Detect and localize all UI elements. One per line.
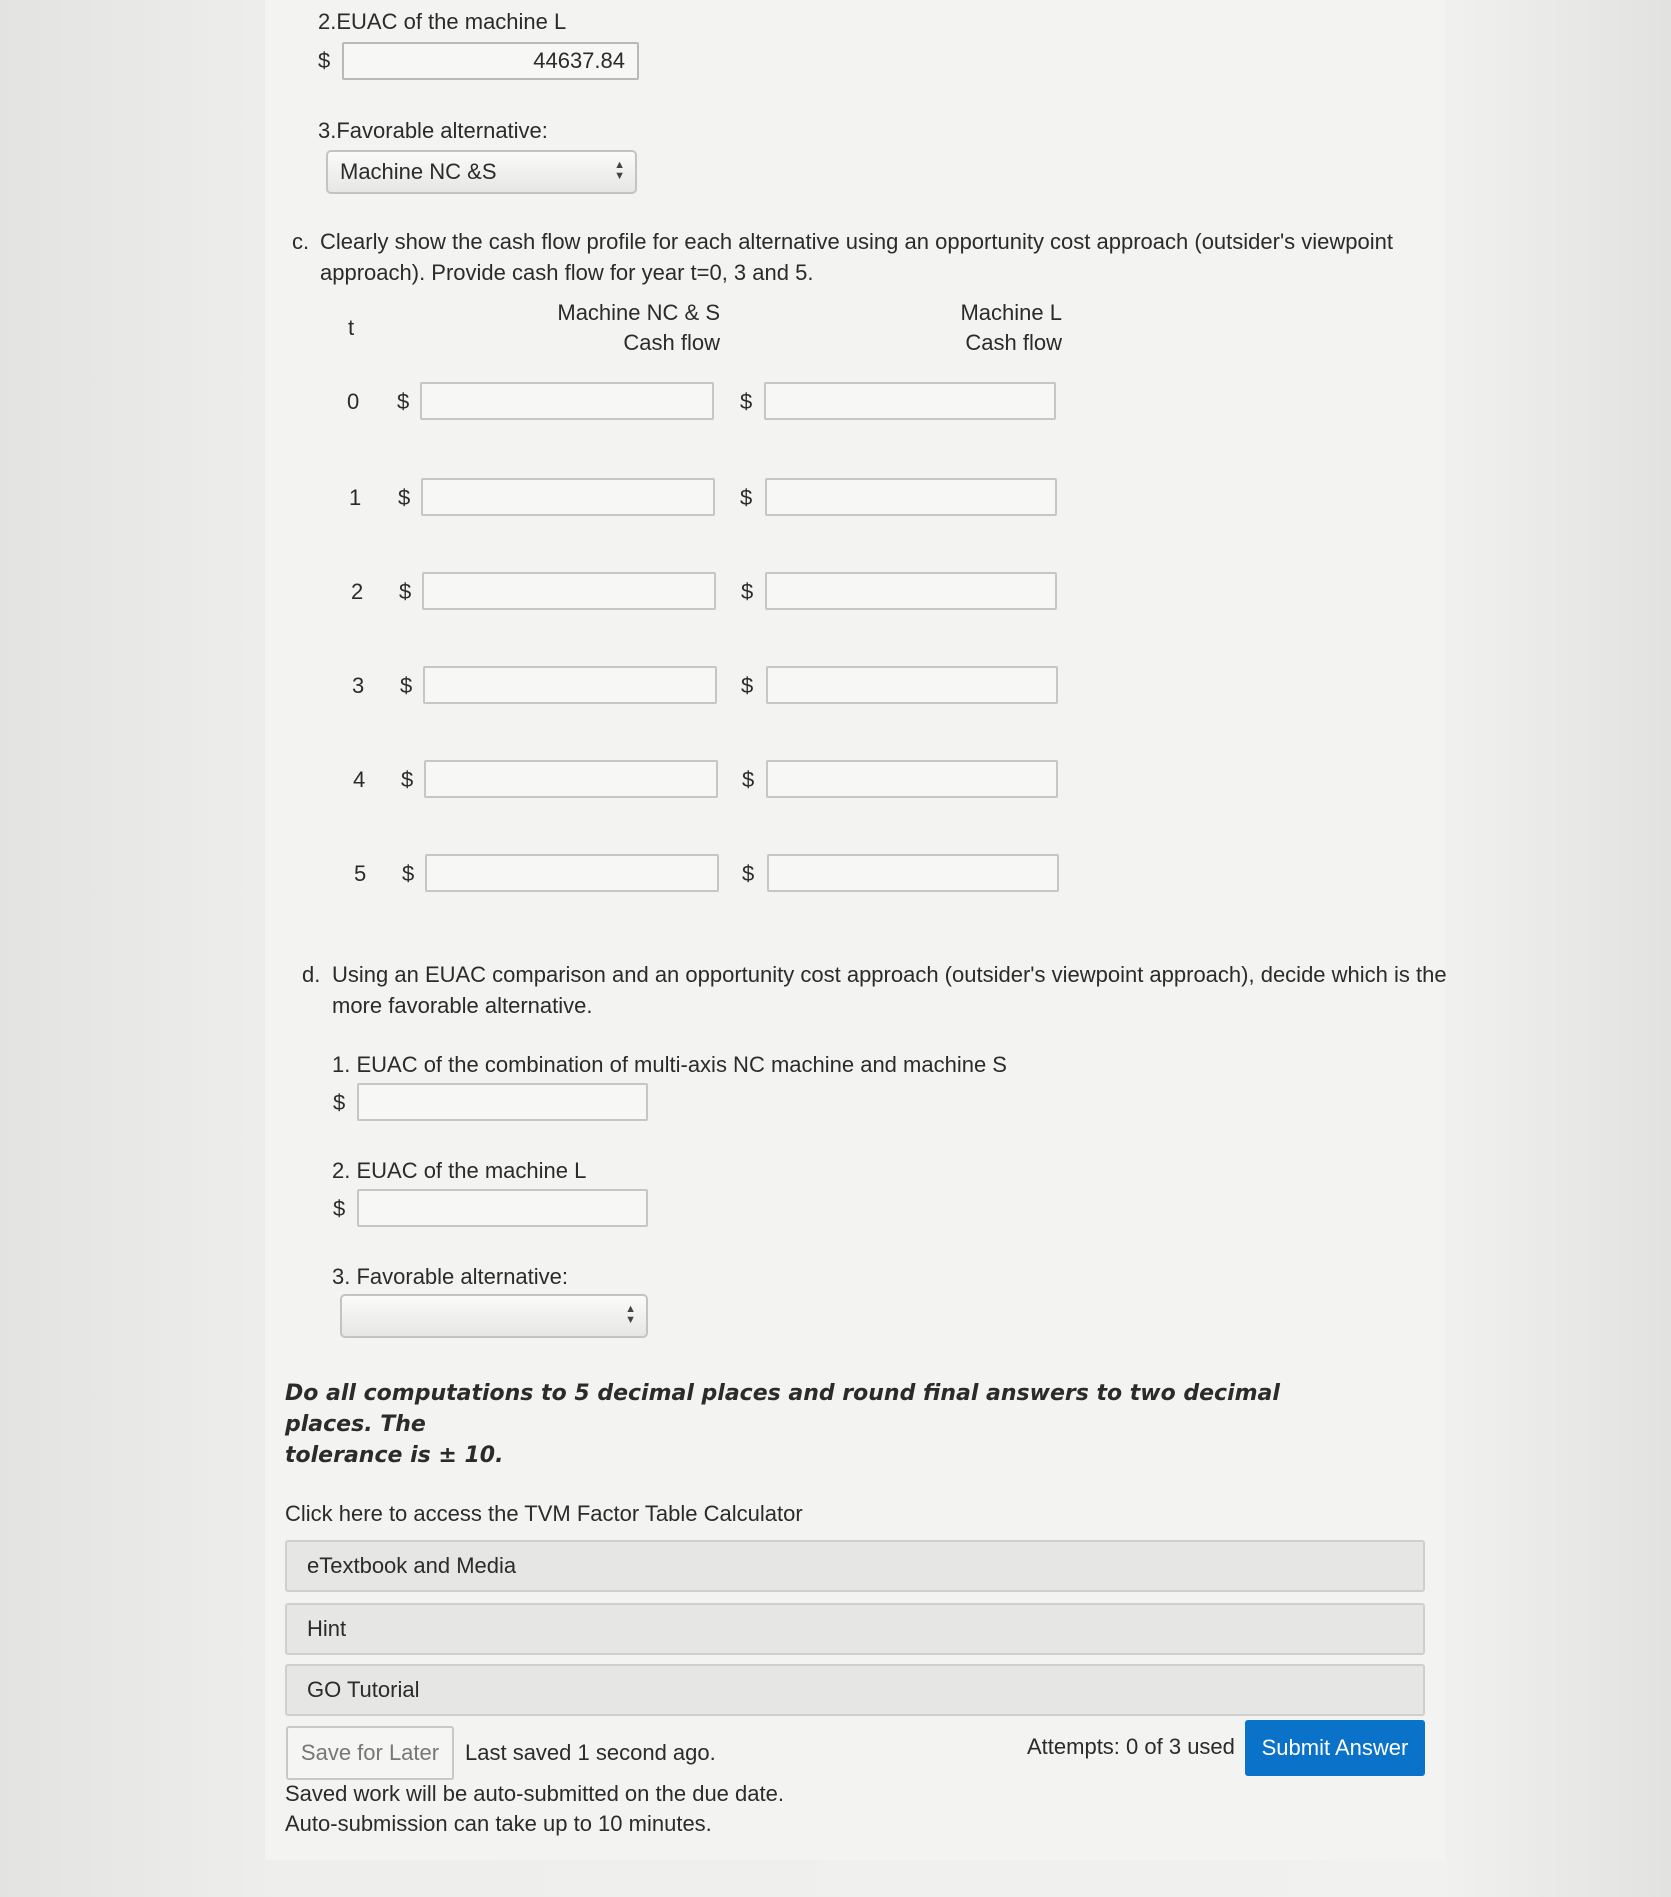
l-cash-flow-input[interactable] xyxy=(764,382,1056,420)
currency-sign: $ xyxy=(740,389,753,414)
currency-sign: $ xyxy=(741,579,754,604)
currency-sign: $ xyxy=(742,861,755,886)
row-t: 5 xyxy=(354,861,367,886)
nc-cash-flow-input[interactable] xyxy=(424,760,718,798)
etextbook-media-toggle[interactable]: eTextbook and Media xyxy=(285,1540,1425,1592)
row-t: 0 xyxy=(347,389,360,414)
currency-sign: $ xyxy=(402,861,415,886)
part-d-instruction-line1: Using an EUAC comparison and an opportunity cost approach (outsider's viewpoint approach), decide which is the xyxy=(332,962,1447,987)
computation-note xyxy=(285,1378,1365,1471)
column-header-nc-line2: Cash flow xyxy=(623,330,720,355)
save-for-later-button[interactable]: Save for Later xyxy=(286,1726,454,1780)
currency-sign: $ xyxy=(333,1196,346,1221)
l-cash-flow-input[interactable] xyxy=(766,666,1058,704)
nc-cash-flow-input[interactable] xyxy=(425,854,719,892)
tvm-here-link[interactable]: here xyxy=(338,1501,383,1526)
note-line2: tolerance is ± 10. xyxy=(285,1443,504,1468)
part-d-favorable-select[interactable] xyxy=(340,1294,648,1338)
currency-sign: $ xyxy=(400,673,413,698)
part-d-euac-l-label: 2. EUAC of the machine L xyxy=(332,1158,587,1183)
column-header-nc-line1: Machine NC & S xyxy=(557,300,720,325)
currency-sign: $ xyxy=(741,673,754,698)
currency-sign: $ xyxy=(399,579,412,604)
nc-cash-flow-input[interactable] xyxy=(421,478,715,516)
row-t: 3 xyxy=(352,673,365,698)
nc-cash-flow-input[interactable] xyxy=(420,382,714,420)
nc-cash-flow-input[interactable] xyxy=(423,666,717,704)
l-cash-flow-input[interactable] xyxy=(767,854,1059,892)
part-c-letter: c. xyxy=(292,229,310,254)
attempts-counter: Attempts: 0 of 3 used xyxy=(1027,1734,1235,1759)
part-b-euac-l-input[interactable]: 44637.84 xyxy=(342,42,639,80)
last-saved-status: Last saved 1 second ago. xyxy=(465,1740,716,1765)
tvm-suffix: to access the TVM Factor Table Calculator xyxy=(382,1501,803,1526)
part-d-euac-combo-input[interactable] xyxy=(357,1083,648,1121)
tvm-prefix: Click xyxy=(285,1501,339,1526)
part-d-euac-l-input[interactable] xyxy=(357,1189,648,1227)
hint-toggle[interactable]: Hint xyxy=(285,1603,1425,1655)
part-c-instruction-line1: Clearly show the cash flow profile for each alternative using an opportunity cost approach (outsider's viewpoint xyxy=(320,229,1393,254)
part-d-instruction-line2: more favorable alternative. xyxy=(332,993,593,1018)
currency-sign: $ xyxy=(397,389,410,414)
part-b-euac-l-label: 2.EUAC of the machine L xyxy=(318,9,567,34)
l-cash-flow-input[interactable] xyxy=(765,478,1057,516)
part-b-favorable-value: Machine NC &S xyxy=(340,159,497,184)
row-t: 2 xyxy=(351,579,364,604)
currency-sign: $ xyxy=(742,767,755,792)
part-b-favorable-select[interactable] xyxy=(326,150,637,194)
auto-submit-note-line2: Auto-submission can take up to 10 minutes. xyxy=(285,1811,712,1836)
row-t: 4 xyxy=(353,767,366,792)
currency-sign: $ xyxy=(398,485,411,510)
l-cash-flow-input[interactable] xyxy=(766,760,1058,798)
part-d-euac-combo-label: 1. EUAC of the combination of multi-axis NC machine and machine S xyxy=(332,1052,1007,1077)
go-tutorial-toggle[interactable]: GO Tutorial xyxy=(285,1664,1425,1716)
currency-sign: $ xyxy=(401,767,414,792)
column-header-l-line2: Cash flow xyxy=(965,330,1062,355)
currency-sign: $ xyxy=(333,1090,346,1115)
submit-answer-button[interactable]: Submit Answer xyxy=(1245,1720,1425,1776)
nc-cash-flow-input[interactable] xyxy=(422,572,716,610)
select-arrows-icon: ▲ ▼ xyxy=(614,159,625,182)
part-b-favorable-label: 3.Favorable alternative: xyxy=(318,118,548,143)
l-cash-flow-input[interactable] xyxy=(765,572,1057,610)
column-header-t: t xyxy=(348,315,355,340)
currency-sign: $ xyxy=(740,485,753,510)
currency-sign: $ xyxy=(318,48,331,73)
tvm-calculator-text xyxy=(285,1500,803,1528)
part-c-instruction-line2: approach). Provide cash flow for year t=0, 3 and 5. xyxy=(320,260,814,285)
row-t: 1 xyxy=(349,485,362,510)
part-d-letter: d. xyxy=(302,962,321,987)
auto-submit-note-line1: Saved work will be auto-submitted on the due date. xyxy=(285,1781,784,1806)
note-line1: Do all computations to 5 decimal places and round final answers to two decimal places. The xyxy=(285,1381,1280,1437)
select-arrows-icon: ▲ ▼ xyxy=(625,1303,636,1326)
part-d-favorable-label: 3. Favorable alternative: xyxy=(332,1264,569,1289)
column-header-l-line1: Machine L xyxy=(960,300,1062,325)
